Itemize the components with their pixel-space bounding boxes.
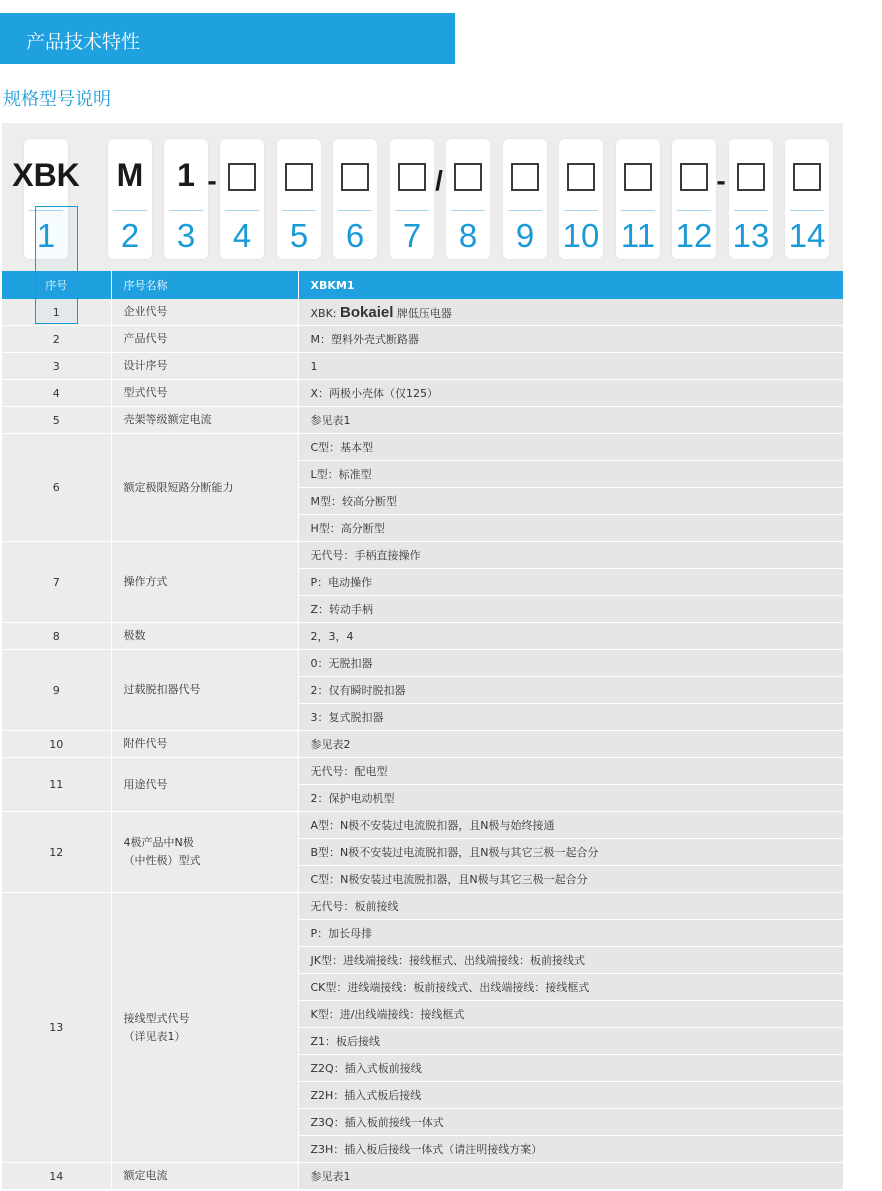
code-letters: M bbox=[116, 157, 144, 193]
row-value: 无代号：板前接线 bbox=[298, 893, 843, 920]
row-value: P：加长母排 bbox=[298, 920, 843, 947]
row-name: 产品代号 bbox=[111, 326, 298, 353]
banner-title: 产品技术特性 bbox=[26, 31, 141, 53]
divider-line bbox=[621, 210, 655, 211]
row-value: M：塑料外壳式断路器 bbox=[298, 326, 843, 353]
row-value: H型：高分断型 bbox=[298, 515, 843, 542]
code-letters: XBK bbox=[12, 157, 80, 193]
divider-line bbox=[677, 210, 711, 211]
table-row bbox=[2, 542, 843, 569]
row-name: 附件代号 bbox=[111, 731, 298, 758]
row-value: K型：进/出线端接线：接线框式 bbox=[298, 1001, 843, 1028]
divider-line bbox=[225, 210, 259, 211]
row-name-line1: 4极产品中N极 bbox=[123, 836, 194, 849]
table-row bbox=[2, 731, 843, 758]
row-value: C型：N极安装过电流脱扣器，且N极与其它三极一起合分 bbox=[298, 866, 843, 893]
table-row bbox=[2, 380, 843, 407]
table-row bbox=[2, 893, 843, 920]
row-name: 额定电流 bbox=[111, 1163, 298, 1190]
value-prefix: XBK: bbox=[310, 306, 337, 320]
table-row bbox=[2, 326, 843, 353]
table-row bbox=[2, 650, 843, 677]
row-value: Z3H：插入板后接线一体式（请注明接线方案） bbox=[298, 1136, 843, 1163]
table-row bbox=[2, 812, 843, 839]
code-position-number: 6 bbox=[345, 217, 365, 254]
code-position-number: 11 bbox=[620, 217, 656, 254]
row-name-line2: （中性极）型式 bbox=[123, 854, 201, 867]
row-name: 过载脱扣器代号 bbox=[111, 650, 298, 731]
placeholder-box bbox=[793, 163, 821, 191]
code-position-number: 7 bbox=[402, 217, 422, 254]
divider-line bbox=[338, 210, 372, 211]
row-value: A型：N极不安装过电流脱扣器，且N极与始终接通 bbox=[298, 812, 843, 839]
placeholder-box bbox=[567, 163, 595, 191]
divider-line bbox=[451, 210, 485, 211]
placeholder-box bbox=[454, 163, 482, 191]
row-name: 企业代号 bbox=[111, 299, 298, 326]
spec-table bbox=[2, 271, 844, 1190]
code-position-number: 13 bbox=[732, 217, 770, 254]
row-value: 2：保护电动机型 bbox=[298, 785, 843, 812]
row-value: P：电动操作 bbox=[298, 569, 843, 596]
table-row bbox=[2, 407, 843, 434]
row-value: M型：较高分断型 bbox=[298, 488, 843, 515]
divider-line bbox=[790, 210, 824, 211]
table-row bbox=[2, 1163, 843, 1190]
row-name bbox=[111, 812, 298, 893]
row-value: L型：标准型 bbox=[298, 461, 843, 488]
row-number: 7 bbox=[2, 542, 111, 623]
section-subtitle: 规格型号说明 bbox=[3, 89, 111, 110]
column-header-no: 序号 bbox=[2, 271, 111, 299]
row-value: CK型：进线端接线：板前接线式、出线端接线：接线框式 bbox=[298, 974, 843, 1001]
code-position-number: 5 bbox=[289, 217, 309, 254]
row-value: C型：基本型 bbox=[298, 434, 843, 461]
row-name: 极数 bbox=[111, 623, 298, 650]
code-position-number: 9 bbox=[515, 217, 535, 254]
row-value: 无代号：手柄直接操作 bbox=[298, 542, 843, 569]
row-value: 2：仅有瞬时脱扣器 bbox=[298, 677, 843, 704]
placeholder-box bbox=[737, 163, 765, 191]
model-code-panel bbox=[2, 123, 843, 271]
code-separator: - bbox=[716, 165, 726, 196]
row-value bbox=[298, 299, 843, 326]
placeholder-box bbox=[285, 163, 313, 191]
table-row bbox=[2, 434, 843, 461]
code-position-number: 3 bbox=[176, 217, 196, 254]
code-position-number: 10 bbox=[562, 217, 600, 254]
row-name: 型式代号 bbox=[111, 380, 298, 407]
row-value: B型：N极不安装过电流脱扣器，且N极与其它三极一起合分 bbox=[298, 839, 843, 866]
row-value: Z2Q：插入式板前接线 bbox=[298, 1055, 843, 1082]
code-position-number: 12 bbox=[675, 217, 713, 254]
row-value: Z2H：插入式板后接线 bbox=[298, 1082, 843, 1109]
row-value: JK型：进线端接线：接线框式、出线端接线：板前接线式 bbox=[298, 947, 843, 974]
placeholder-box bbox=[624, 163, 652, 191]
code-position-number: 1 bbox=[36, 217, 56, 254]
placeholder-box bbox=[680, 163, 708, 191]
row-number: 9 bbox=[2, 650, 111, 731]
row-value: 3：复式脱扣器 bbox=[298, 704, 843, 731]
code-position-number: 2 bbox=[120, 217, 140, 254]
row-name: 壳架等级额定电流 bbox=[111, 407, 298, 434]
placeholder-box bbox=[398, 163, 426, 191]
row-number: 14 bbox=[2, 1163, 111, 1190]
table-header-row bbox=[2, 271, 843, 299]
row-name-line1: 接线型式代号 bbox=[123, 1011, 190, 1025]
row-value: 2，3，4 bbox=[298, 623, 843, 650]
row-number: 6 bbox=[2, 434, 111, 542]
row-number: 11 bbox=[2, 758, 111, 812]
code-letters: 1 bbox=[177, 157, 195, 193]
divider-line bbox=[169, 210, 203, 211]
row-number: 10 bbox=[2, 731, 111, 758]
column-header-model: XBKM1 bbox=[298, 271, 843, 299]
row-number: 3 bbox=[2, 353, 111, 380]
row-value: 参见表1 bbox=[298, 1163, 843, 1190]
row-value: 0：无脱扣器 bbox=[298, 650, 843, 677]
row-number: 2 bbox=[2, 326, 111, 353]
table-row bbox=[2, 758, 843, 785]
row-name: 设计序号 bbox=[111, 353, 298, 380]
row-value: 参见表1 bbox=[298, 407, 843, 434]
row-value: Z1：板后接线 bbox=[298, 1028, 843, 1055]
placeholder-box bbox=[341, 163, 369, 191]
row-name: 额定极限短路分断能力 bbox=[111, 434, 298, 542]
divider-line bbox=[113, 210, 147, 211]
row-name-line2: （详见表1） bbox=[123, 1029, 186, 1043]
divider-line bbox=[564, 210, 598, 211]
divider-line bbox=[508, 210, 542, 211]
row-value: 1 bbox=[298, 353, 843, 380]
row-value: X：两极小壳体（仅125） bbox=[298, 380, 843, 407]
row-number: 1 bbox=[2, 299, 111, 326]
table-row bbox=[2, 623, 843, 650]
table-row bbox=[2, 299, 843, 326]
row-number: 12 bbox=[2, 812, 111, 893]
placeholder-box bbox=[511, 163, 539, 191]
code-cell bbox=[785, 139, 829, 259]
code-separator: - bbox=[207, 165, 217, 196]
row-name: 操作方式 bbox=[111, 542, 298, 623]
code-separator: / bbox=[435, 165, 443, 196]
row-name bbox=[111, 893, 298, 1163]
divider-line bbox=[282, 210, 316, 211]
row-value: Z：转动手柄 bbox=[298, 596, 843, 623]
row-number: 13 bbox=[2, 893, 111, 1163]
highlight-marker bbox=[35, 206, 78, 324]
row-value: 参见表2 bbox=[298, 731, 843, 758]
placeholder-box bbox=[228, 163, 256, 191]
code-position-number: 8 bbox=[458, 217, 478, 254]
row-number: 8 bbox=[2, 623, 111, 650]
row-number: 5 bbox=[2, 407, 111, 434]
table-row bbox=[2, 353, 843, 380]
section-banner bbox=[0, 13, 455, 64]
row-number: 4 bbox=[2, 380, 111, 407]
code-position-number: 14 bbox=[788, 217, 826, 254]
row-value: Z3Q：插入板前接线一体式 bbox=[298, 1109, 843, 1136]
brand-logo: Bokaiel bbox=[340, 303, 394, 321]
code-position-number: 4 bbox=[232, 217, 252, 254]
column-header-name: 序号名称 bbox=[111, 271, 298, 299]
value-suffix: 牌低压电器 bbox=[396, 306, 452, 320]
divider-line bbox=[734, 210, 768, 211]
divider-line bbox=[395, 210, 429, 211]
row-name: 用途代号 bbox=[111, 758, 298, 812]
row-value: 无代号：配电型 bbox=[298, 758, 843, 785]
